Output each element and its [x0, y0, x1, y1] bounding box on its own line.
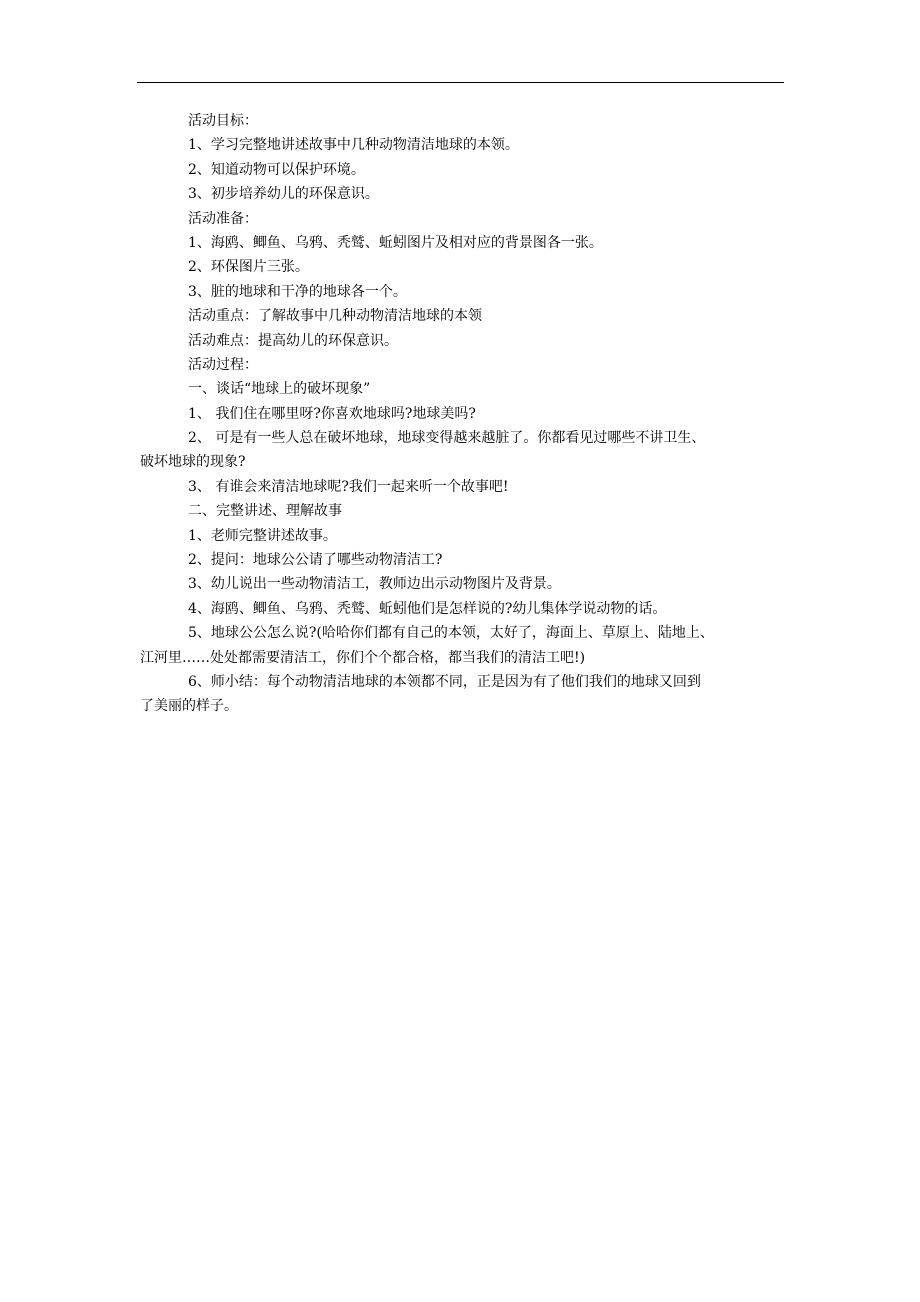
text-line: 4、海鸥、鲫鱼、乌鸦、秃鹫、蚯蚓他们是怎样说的?幼儿集体学说动物的话。 — [188, 600, 667, 617]
text-line: 活动难点：提高幼儿的环保意识。 — [188, 332, 398, 349]
text-line: 活动过程： — [188, 356, 258, 373]
text-line: 1、学习完整地讲述故事中几种动物清洁地球的本领。 — [188, 137, 519, 154]
text-line: 5、地球公公怎么说?(哈哈你们都有自己的本领，太好了，海面上、草原上、陆地上、 — [188, 625, 714, 642]
text-line: 了美丽的样子。 — [140, 698, 238, 715]
text-line: 3、脏的地球和干净的地球各一个。 — [188, 283, 407, 300]
text-line: 破坏地球的现象? — [140, 454, 246, 471]
text-line: 二、完整讲述、理解故事 — [188, 503, 342, 520]
text-line: 江河里……处处都需要清洁工，你们个个都合格，都当我们的清洁工吧!) — [140, 649, 586, 666]
text-line: 1、老师完整讲述故事。 — [188, 527, 337, 544]
text-line: 1、海鸥、鲫鱼、乌鸦、秃鹫、蚯蚓图片及相对应的背景图各一张。 — [188, 234, 603, 251]
text-line: 3、 有谁会来清洁地球呢?我们一起来听一个故事吧! — [188, 478, 509, 495]
text-line: 2、提问：地球公公请了哪些动物清洁工? — [188, 552, 443, 569]
text-line: 活动目标： — [188, 113, 258, 129]
document-body — [140, 109, 790, 719]
header-rule — [137, 82, 784, 83]
text-line: 3、幼儿说出一些动物清洁工，教师边出示动物图片及背景。 — [188, 576, 561, 593]
text-line: 2、知道动物可以保护环境。 — [188, 161, 365, 178]
text-line: 活动重点：了解故事中几种动物清洁地球的本领 — [188, 308, 482, 325]
text-line: 1、 我们住在哪里呀?你喜欢地球吗?地球美吗? — [188, 405, 476, 422]
text-line: 活动准备： — [188, 210, 258, 227]
text-line: 2、环保图片三张。 — [188, 259, 309, 276]
text-line: 一、谈话“地球上的破坏现象” — [188, 381, 371, 398]
text-line: 3、初步培养幼儿的环保意识。 — [188, 186, 379, 203]
text-line: 6、师小结：每个动物清洁地球的本领都不同，正是因为有了他们我们的地球又回到 — [188, 673, 701, 690]
text-line: 2、 可是有一些人总在破坏地球，地球变得越来越脏了。你都看见过哪些不讲卫生、 — [188, 430, 706, 447]
